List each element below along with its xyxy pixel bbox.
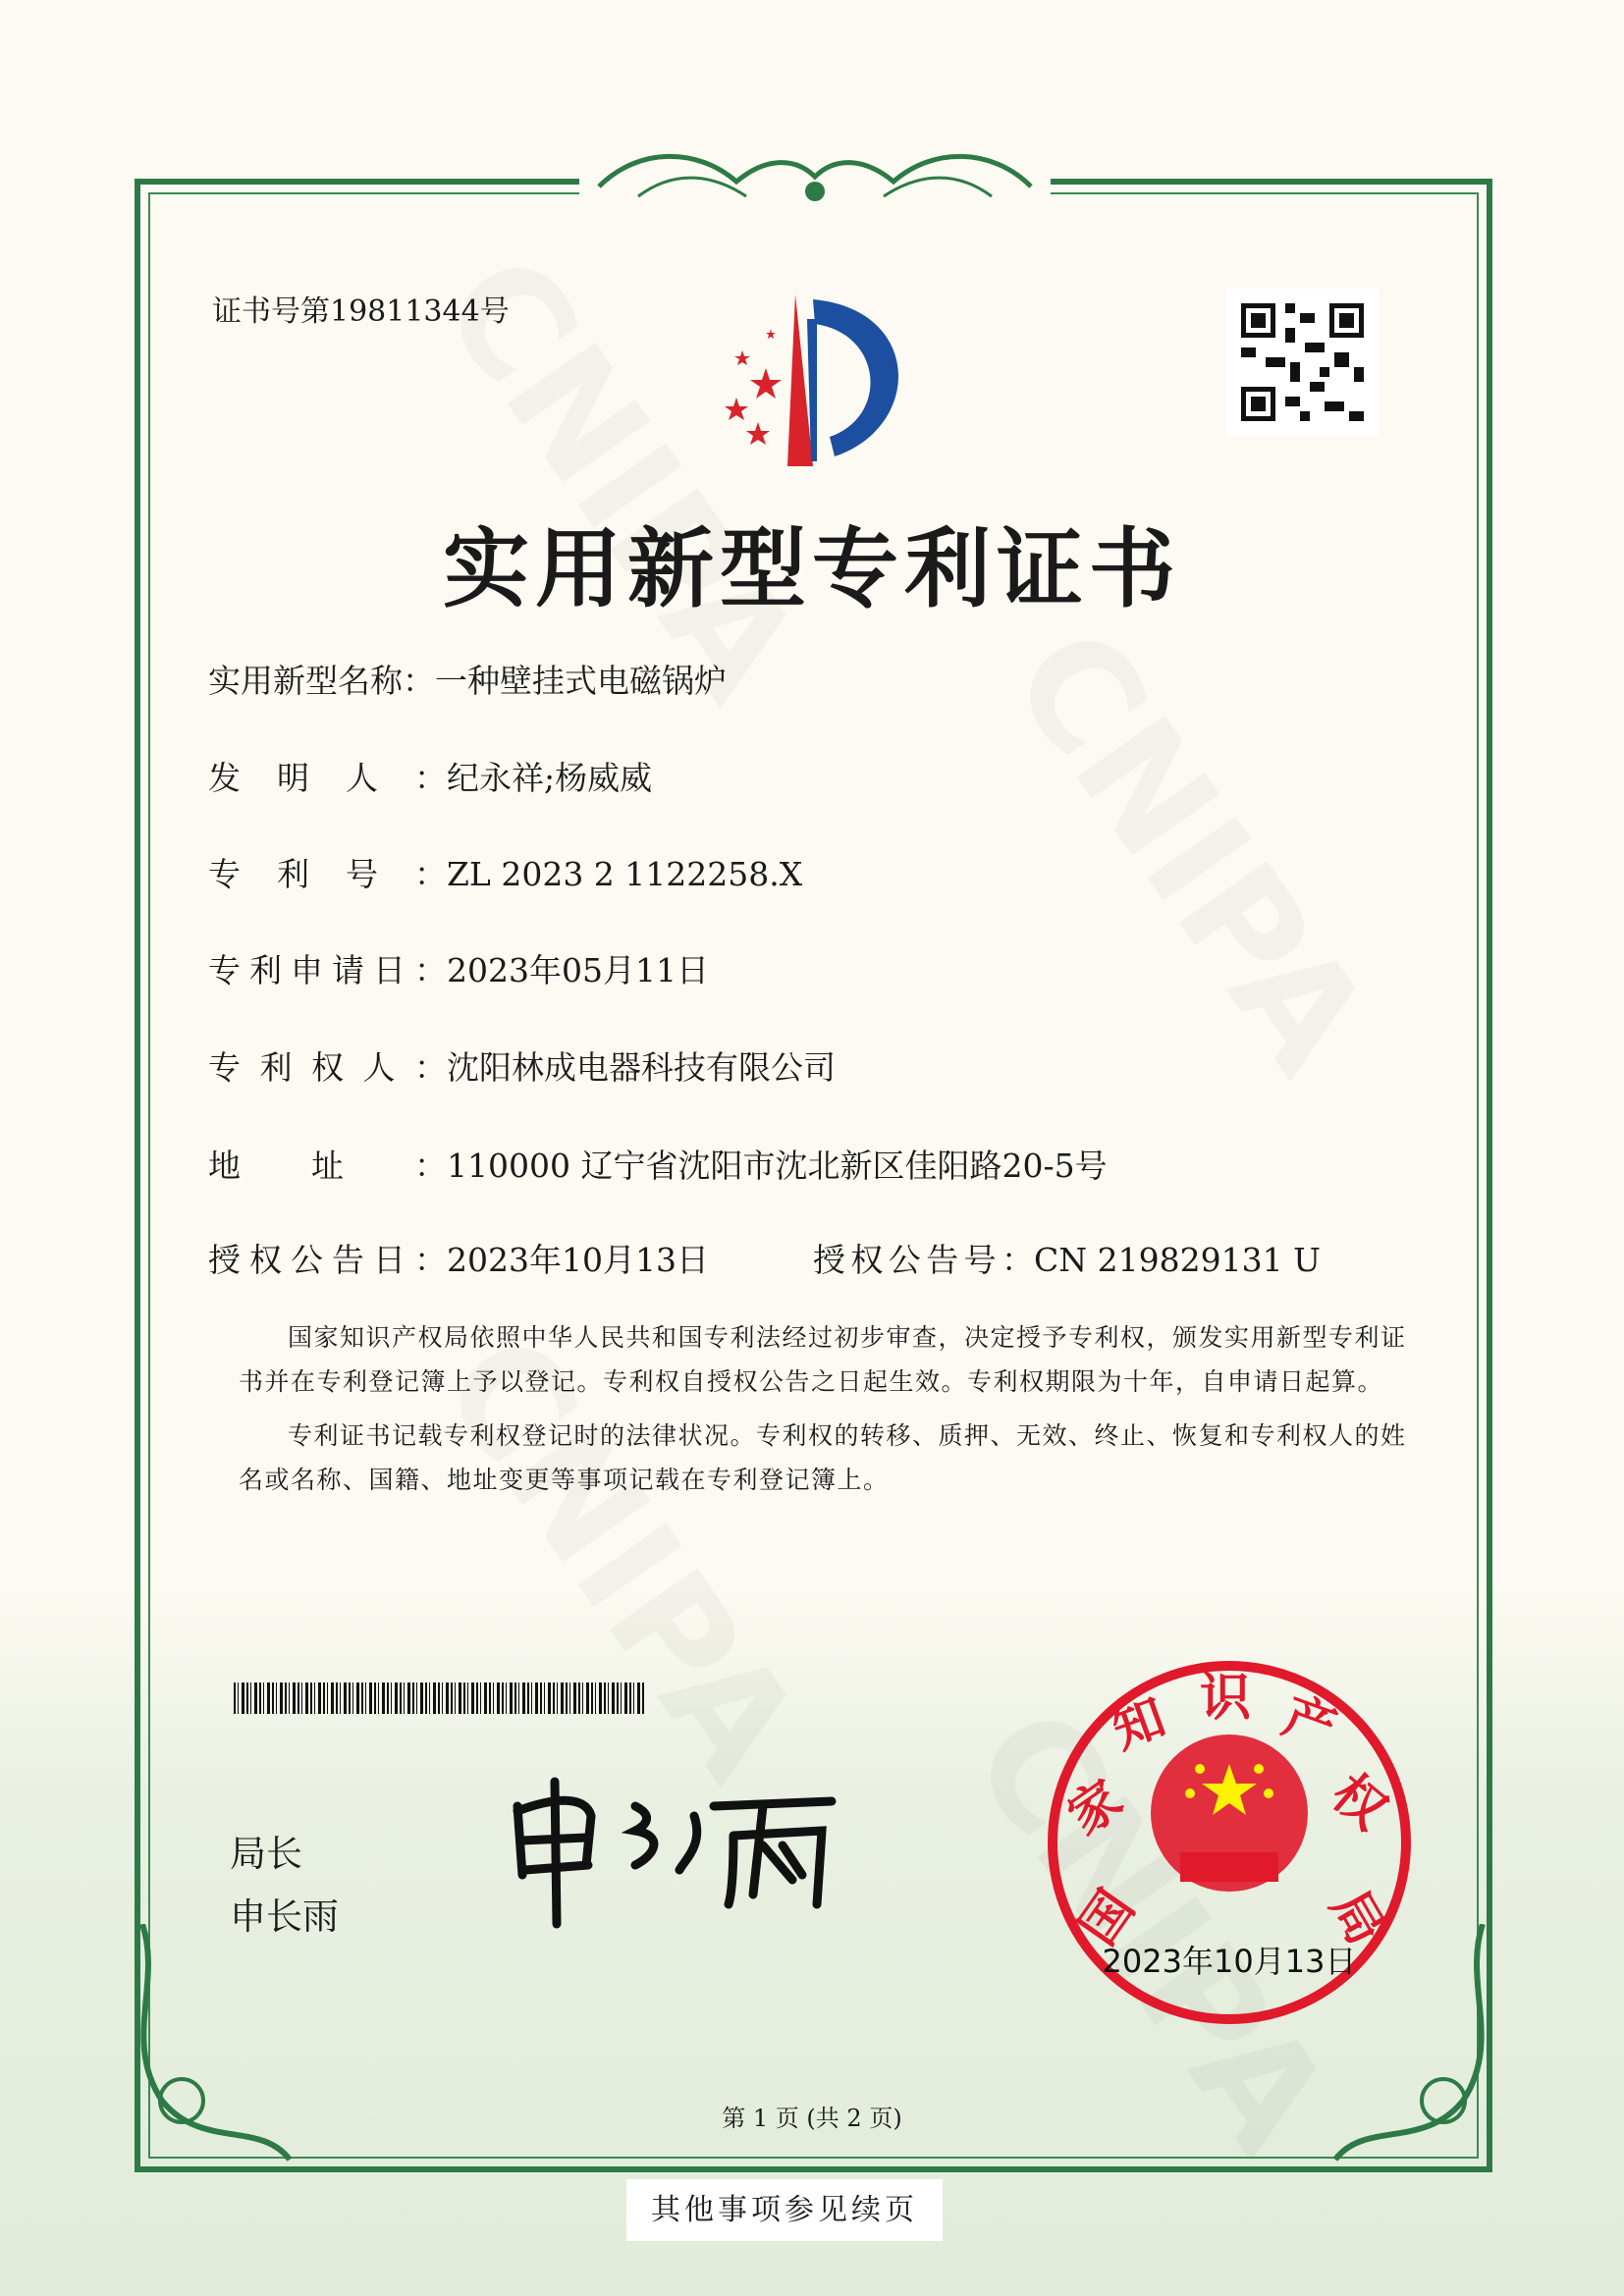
field-label: 发明人： [208, 759, 447, 797]
field-patentee [208, 1042, 836, 1089]
field-value: 2023年05月11日 [447, 951, 709, 989]
seal-date: 2023年10月13日 [1102, 1943, 1357, 1980]
field-label: 授权公告号： [813, 1241, 1034, 1279]
svg-text:识: 识 [1200, 1669, 1252, 1728]
svg-text:国: 国 [1068, 1880, 1147, 1956]
field-value: ZL 2023 2 1122258.X [447, 855, 803, 893]
statement-paragraph: 专利证书记载专利权登记时的法律状况。专利权的转移、质押、无效、终止、恢复和专利权人的姓名或名称、国籍、地址变更等事项记载在专利登记簿上。 [239, 1421, 1407, 1494]
cnipa-logo-icon [697, 290, 933, 476]
official-seal [1043, 1656, 1416, 2029]
certificate-number: 证书号第19811344号 [212, 294, 510, 329]
field-grant-pub-number [813, 1235, 1321, 1281]
field-patent-number [208, 849, 802, 895]
signatory-name: 申长雨 [230, 1896, 339, 1938]
handwritten-signature [498, 1767, 841, 1934]
field-value: 110000 辽宁省沈阳市沈北新区佳阳路20-5号 [447, 1147, 1108, 1185]
field-label: 授权公告日： [208, 1241, 447, 1279]
qr-code [1226, 289, 1379, 436]
field-address [208, 1141, 1108, 1187]
field-value: 沈阳林成电器科技有限公司 [447, 1048, 836, 1087]
signatory-title: 局长 [230, 1833, 302, 1875]
field-label: 专利号： [208, 855, 447, 893]
field-inventor [208, 753, 652, 799]
statement-text [239, 1315, 1415, 1502]
field-value: CN 219829131 U [1034, 1241, 1321, 1279]
continuation-note: 其他事项参见续页 [626, 2179, 943, 2241]
statement-paragraph: 国家知识产权局依照中华人民共和国专利法经过初步审查，决定授予专利权，颁发实用新型专利证书并在专利登记簿上予以登记。专利权自授权公告之日起生效。专利权期限为十年，自申请日起算。 [239, 1323, 1407, 1396]
field-utility-model-name [208, 656, 727, 702]
field-label: 专利权人： [208, 1048, 447, 1087]
svg-text:家: 家 [1057, 1769, 1134, 1847]
svg-text:权: 权 [1320, 1763, 1398, 1842]
page-indicator: 第 1 页 (共 2 页) [722, 2105, 902, 2132]
field-label: 专利申请日： [208, 951, 447, 989]
svg-text:知: 知 [1105, 1687, 1173, 1761]
field-value: 纪永祥;杨威威 [447, 759, 653, 797]
field-application-date [208, 945, 709, 991]
field-value: 一种壁挂式电磁锅炉 [435, 662, 727, 700]
field-value: 2023年10月13日 [447, 1241, 709, 1279]
svg-text:局: 局 [1319, 1881, 1396, 1955]
page-title: 实用新型专利证书 [442, 517, 1181, 619]
barcode [234, 1682, 644, 1714]
top-ornament-icon [579, 137, 1051, 216]
field-grant-date [208, 1235, 709, 1281]
field-label: 实用新型名称： [208, 662, 435, 700]
field-label: 地址： [208, 1147, 447, 1185]
corner-ornament-icon [123, 1924, 299, 2179]
svg-text:产: 产 [1274, 1686, 1344, 1760]
